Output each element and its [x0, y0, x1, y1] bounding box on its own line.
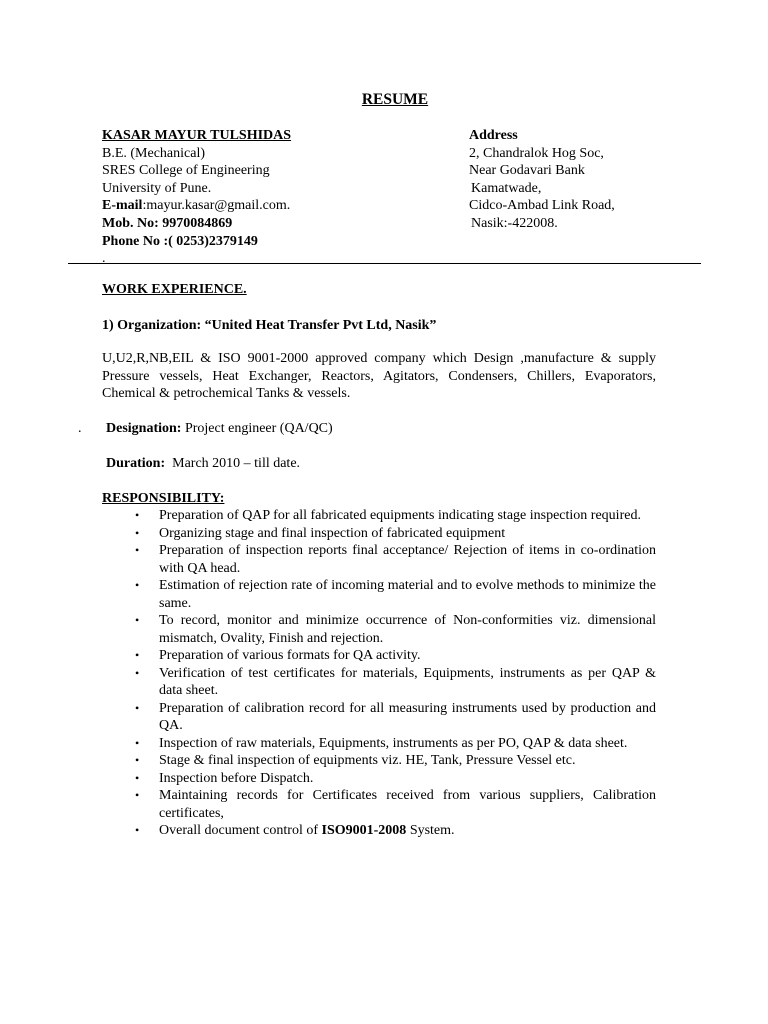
address-line: Nasik:-422008. [471, 215, 558, 231]
bullet: • [135, 753, 140, 767]
list-item: • Inspection of raw materials, Equipments, instruments as per PO, QAP & data sheet. [135, 735, 628, 751]
candidate-degree: B.E. (Mechanical) [102, 145, 206, 161]
duration-label: Duration: [106, 456, 166, 471]
candidate-mobile: Mob. No: 9970084869 [102, 215, 233, 231]
bullet: • [135, 613, 140, 627]
iso-standard: ISO9001-2008 [321, 823, 407, 838]
company-description: U,U2,R,NB,EIL & ISO 9001-2000 approved company which Design ,manufacture & supply Pressure vessels, Heat Exchanger, Reactors, Agitators, Condensers, Chillers, Evaporators, Chemical & petrochemical Tanks & vessels. [102, 351, 656, 401]
address-line: Kamatwade, [471, 180, 542, 196]
bullet: • [135, 665, 140, 680]
bullet: • [135, 508, 140, 522]
candidate-college: SRES College of Engineering [102, 163, 270, 179]
candidate-name: KASAR MAYUR TULSHIDAS [102, 128, 292, 143]
address-heading: Address [469, 128, 518, 143]
list-item: • Stage & final inspection of equipments viz. HE, Tank, Pressure Vessel etc. [135, 753, 576, 768]
email-value: :mayur.kasar@gmail.com. [142, 198, 291, 214]
list-item: • Preparation of various formats for QA activity. [135, 648, 421, 663]
list-item: • Preparation of QAP for all fabricated equipments indicating stage inspection required. [135, 508, 641, 523]
list-item: • Preparation of inspection reports final acceptance/ Rejection of items in co-ordination with QA head. [135, 543, 656, 576]
responsibility-list [102, 507, 656, 840]
list-item: • Organizing stage and final inspection of fabricated equipment [135, 525, 506, 541]
list-item: • Preparation of calibration record for all measuring instruments used by production and QA. [135, 700, 656, 733]
bullet: • [135, 788, 140, 802]
address-block [469, 127, 729, 233]
bullet: • [135, 525, 140, 540]
page-title: RESUME [361, 91, 429, 108]
work-experience-heading: WORK EXPERIENCE. [102, 282, 247, 297]
responsibility-heading: RESPONSIBILITY: [102, 491, 225, 506]
candidate-details [102, 127, 442, 268]
bullet: • [135, 700, 140, 715]
address-line: Cidco-Ambad Link Road, [469, 198, 615, 214]
list-item: • To record, monitor and minimize occurrence of Non-conformities viz. dimensional mismatch, Ovality, Finish and rejection. [135, 613, 656, 646]
section-divider [68, 263, 701, 264]
designation-value: Project engineer (QA/QC) [181, 421, 333, 436]
trailing-dot: . [102, 251, 106, 267]
list-item: • Maintaining records for Certificates received from various suppliers, Calibration certificates, [135, 788, 656, 821]
bullet: • [135, 543, 140, 557]
bullet: • [135, 770, 140, 785]
candidate-phone: Phone No :( 0253)2379149 [102, 233, 258, 249]
list-item: • Overall document control of ISO9001-2008 System. [135, 823, 455, 838]
organization-line: 1) Organization: “United Heat Transfer Pvt Ltd, Nasik” [102, 318, 437, 333]
list-item: • Estimation of rejection rate of incoming material and to evolve methods to minimize the same. [135, 578, 656, 611]
address-line: Near Godavari Bank [469, 163, 585, 179]
stray-dot: . [78, 421, 82, 436]
duration-line [106, 455, 660, 473]
designation-label: Designation: [106, 421, 182, 436]
candidate-university: University of Pune. [102, 180, 212, 196]
candidate-email [102, 197, 442, 215]
bullet: • [135, 735, 140, 750]
bullet: • [135, 648, 140, 662]
bullet: • [135, 823, 140, 837]
address-line: 2, Chandralok Hog Soc, [469, 145, 604, 161]
designation-line [106, 420, 660, 438]
bullet: • [135, 578, 140, 592]
duration-value: March 2010 – till date. [165, 456, 301, 471]
list-item: • Verification of test certificates for materials, Equipments, instruments as per QAP & data sheet. [135, 665, 656, 698]
email-label: E-mail [102, 198, 143, 214]
list-item: • Inspection before Dispatch. [135, 770, 314, 786]
